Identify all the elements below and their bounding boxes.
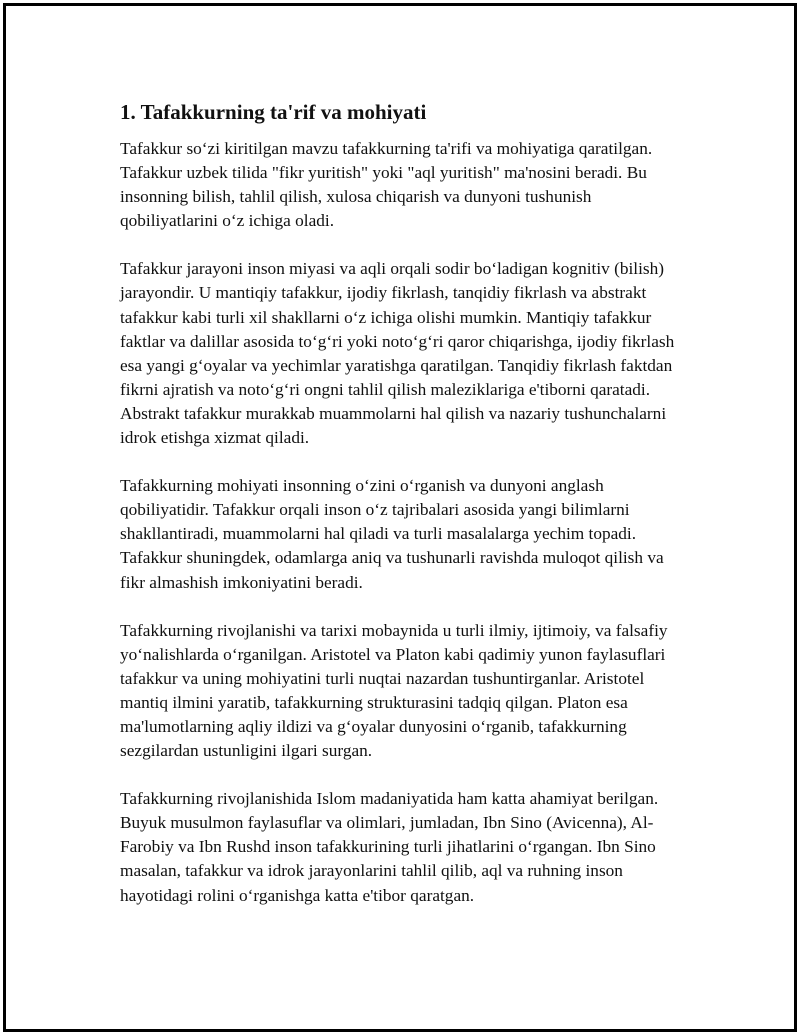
paragraph-1: Tafakkur so‘zi kiritilgan mavzu tafakkurning ta'rifi va mohiyatiga qaratilgan. Tafakkur uzbek tilida "fikr yuritish" yoki "aql yuritish" ma'nosini beradi. Bu insonning bilish, tahlil qilish, xulosa chiqarish va dunyoni tushunish qobiliyatlarini o‘z ichiga oladi. (120, 139, 653, 231)
paragraph-2: Tafakkur jarayoni inson miyasi va aqli orqali sodir bo‘ladigan kognitiv (bilish) jarayondir. U mantiqiy tafakkur, ijodiy fikrlash, tanqidiy fikrlash va abstrakt tafakkur kabi turli xil shakllarni o‘z ichiga olishi mumkin. Mantiqiy tafakkur faktlar va dalillar asosida to‘g‘ri yoki noto‘g‘ri qaror chiqarishga, ijodiy fikrlash esa yangi g‘oyalar va yechimlar yaratishga qaratilgan. Tanqidiy fikrlash faktdan fikrni ajratish va noto‘g‘ri ongni tahlil qilish maleziklariga e'tiborni qaratadi. Abstrakt tafakkur murakkab muammolarni hal qilish va nazariy tushunchalarni idrok etishga xizmat qiladi. (120, 259, 675, 448)
document-body (120, 99, 690, 932)
section-heading: 1. Tafakkurning ta'rif va mohiyati (120, 100, 427, 124)
paragraph-4: Tafakkurning rivojlanishi va tarixi mobaynida u turli ilmiy, ijtimoiy, va falsafiy yo‘nalishlarda o‘rganilgan. Aristotel va Platon kabi qadimiy yunon faylasuflari tafakkur va uning mohiyatini turli nuqtai nazardan tushuntirganlar. Aristotel mantiq ilmini yaratib, tafakkurning strukturasini tadqiq qilgan. Platon esa ma'lumotlarning aqliy ildizi va g‘oyalar dunyosini o‘rganib, tafakkurning sezgilardan ustunligini ilgari surgan. (120, 620, 668, 761)
paragraph-3: Tafakkurning mohiyati insonning o‘zini o‘rganish va dunyoni anglash qobiliyatidir. Tafakkur orqali inson o‘z tajribalari asosida yangi bilimlarni shakllantiradi, muammolarni hal qiladi va turli masalalarga yechim topadi. Tafakkur shuningdek, odamlarga aniq va tushunarli ravishda muloqot qilish va fikr almashish imkoniyatini beradi. (120, 476, 664, 592)
document-page (3, 3, 797, 1032)
paragraph-5: Tafakkurning rivojlanishida Islom madaniyatida ham katta ahamiyat berilgan. Buyuk musulmon faylasuflar va olimlari, jumladan, Ibn Sino (Avicenna), Al-Farobiy va Ibn Rushd inson tafakkurining turli jihatlarini o‘rgangan. Ibn Sino masalan, tafakkur va idrok jarayonlarini tahlil qilib, aql va ruhning inson hayotidagi rolini o‘rganishga katta e'tibor qaratgan. (120, 789, 659, 905)
